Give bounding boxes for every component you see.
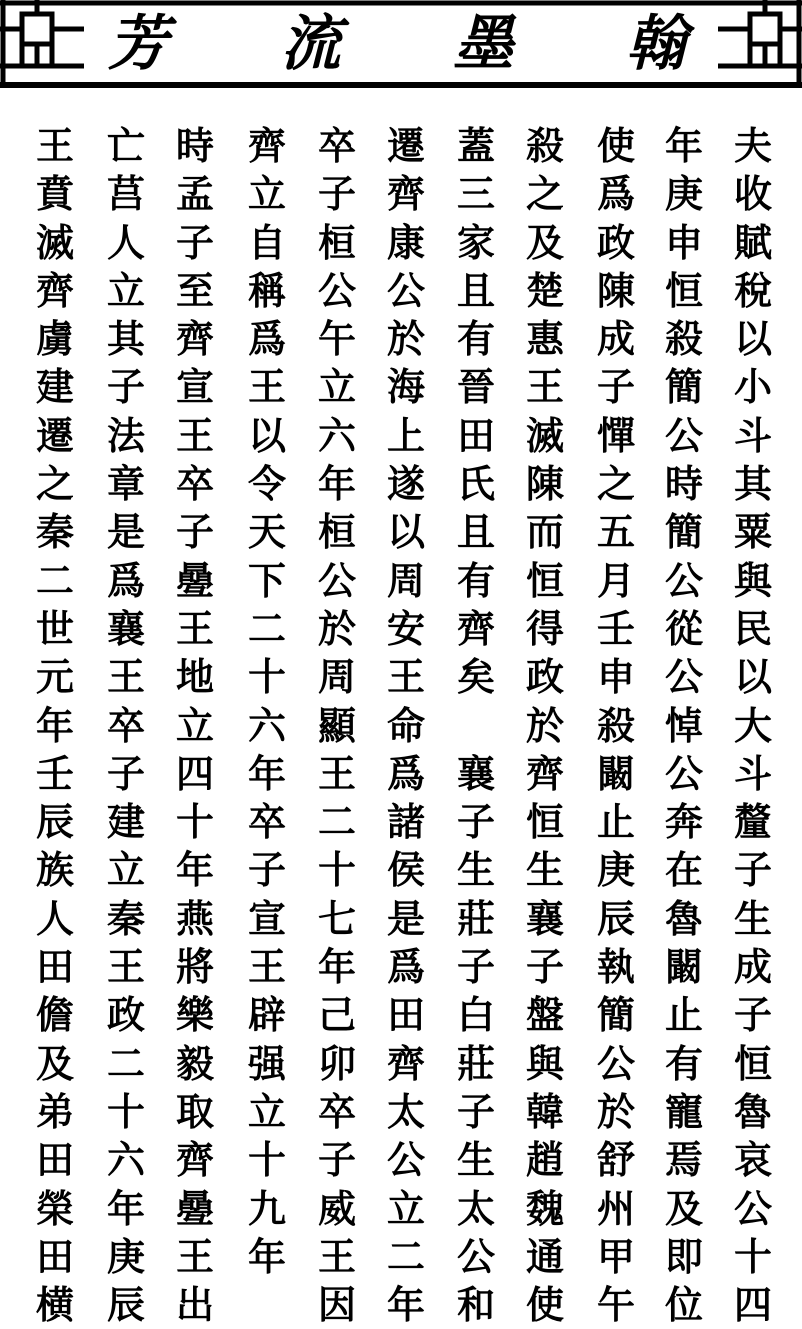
text-column-7 [307, 122, 367, 1329]
text-char: 秦 [106, 895, 145, 941]
text-char: 陳 [525, 461, 564, 507]
text-char: 子 [175, 219, 214, 265]
text-char: 之 [596, 461, 635, 507]
banner-title-char-2: 流 [280, 9, 341, 79]
text-char: 生 [525, 847, 564, 893]
text-char: 爲 [386, 944, 425, 990]
text-char: 立 [386, 1185, 425, 1231]
text-char: 虜 [35, 316, 74, 362]
text-char: 年 [247, 1233, 286, 1279]
text-char: 魯 [664, 895, 703, 941]
text-char: 及 [35, 1040, 74, 1086]
text-char: 己 [317, 992, 356, 1038]
text-char: 止 [664, 992, 703, 1038]
text-char: 爲 [106, 557, 145, 603]
text-char: 從 [664, 605, 703, 651]
text-char: 王 [175, 412, 214, 458]
text-char: 立 [317, 364, 356, 410]
text-char: 庚 [664, 171, 703, 217]
text-column-1 [723, 122, 783, 1329]
text-char: 和 [456, 1282, 495, 1328]
text-char: 於 [525, 702, 564, 748]
text-char: 法 [106, 412, 145, 458]
text-char: 十 [106, 1088, 145, 1134]
text-char: 闞 [664, 944, 703, 990]
text-char: 太 [386, 1088, 425, 1134]
text-char: 執 [596, 944, 635, 990]
text-char: 襄 [456, 750, 495, 796]
text-char: 十 [175, 799, 214, 845]
text-char: 成 [733, 944, 772, 990]
text-char: 辰 [35, 799, 74, 845]
text-char: 韓 [525, 1088, 564, 1134]
text-char: 悼 [664, 702, 703, 748]
text-char: 生 [456, 847, 495, 893]
text-char: 申 [596, 654, 635, 700]
text-column-2 [654, 122, 714, 1329]
header-banner [0, 0, 802, 92]
text-char: 子 [317, 1137, 356, 1183]
text-char: 民 [733, 605, 772, 651]
text-char: 殺 [596, 702, 635, 748]
text-char: 齊 [525, 750, 564, 796]
text-char: 立 [106, 847, 145, 893]
text-char: 在 [664, 847, 703, 893]
text-char: 小 [733, 364, 772, 410]
text-char: 莒 [106, 171, 145, 217]
text-char: 遷 [35, 412, 74, 458]
text-char: 卒 [247, 799, 286, 845]
text-char: 惠 [525, 316, 564, 362]
text-char: 是 [106, 509, 145, 555]
text-char: 公 [664, 557, 703, 603]
text-char: 晉 [456, 364, 495, 410]
text-char: 宣 [175, 364, 214, 410]
text-char: 與 [525, 1040, 564, 1086]
text-char: 孟 [175, 171, 214, 217]
text-char: 止 [596, 799, 635, 845]
text-char: 公 [664, 412, 703, 458]
text-char: 簡 [664, 364, 703, 410]
text-char: 哀 [733, 1137, 772, 1183]
text-char: 政 [596, 219, 635, 265]
text-char: 齊 [247, 123, 286, 168]
text-char: 是 [386, 895, 425, 941]
text-char: 立 [247, 171, 286, 217]
text-char: 於 [386, 316, 425, 362]
text-char: 政 [525, 654, 564, 700]
text-char: 康 [386, 219, 425, 265]
text-char: 㬪 [175, 557, 214, 603]
text-column-8 [237, 122, 297, 1281]
text-char: 令 [247, 461, 286, 507]
text-char: 有 [456, 557, 495, 603]
text-char: 王 [247, 364, 286, 410]
text-char: 建 [35, 364, 74, 410]
text-char: 斗 [733, 750, 772, 796]
text-char: 公 [386, 1137, 425, 1183]
text-char: 恒 [664, 267, 703, 313]
text-column-6 [376, 122, 436, 1329]
text-char: 以 [733, 316, 772, 362]
text-char: 年 [106, 1185, 145, 1231]
text-char: 王 [317, 1233, 356, 1279]
text-char: 爲 [596, 171, 635, 217]
text-char: 卒 [175, 461, 214, 507]
text-char: 樂 [175, 992, 214, 1038]
text-char: 寵 [664, 1088, 703, 1134]
text-char: 恒 [525, 799, 564, 845]
text-char: 四 [175, 750, 214, 796]
text-char: 年 [317, 944, 356, 990]
text-column-10 [96, 122, 156, 1329]
text-char: 田 [35, 944, 74, 990]
text-char: 出 [175, 1282, 214, 1328]
text-char: 粟 [733, 509, 772, 555]
text-char: 月 [596, 557, 635, 603]
text-char: 諸 [386, 799, 425, 845]
text-char: 周 [386, 557, 425, 603]
text-char: 㬪 [175, 1185, 214, 1231]
text-char: 將 [175, 944, 214, 990]
text-char: 趙 [525, 1137, 564, 1183]
text-char: 甲 [596, 1233, 635, 1279]
text-char: 十 [317, 847, 356, 893]
text-char: 殺 [664, 316, 703, 362]
text-char: 子 [106, 750, 145, 796]
text-char: 立 [175, 702, 214, 748]
text-char: 使 [596, 123, 635, 168]
text-char: 至 [175, 267, 214, 313]
text-char: 二 [247, 605, 286, 651]
text-char: 田 [456, 412, 495, 458]
text-char: 遂 [386, 461, 425, 507]
text-char: 取 [175, 1088, 214, 1134]
text-column-3 [586, 122, 646, 1329]
text-char: 以 [386, 509, 425, 555]
text-char: 有 [664, 1040, 703, 1086]
text-char: 卒 [317, 123, 356, 168]
left-corner-ornament [0, 0, 84, 66]
right-corner-ornament [718, 0, 802, 66]
text-char: 子 [175, 509, 214, 555]
text-char: 恒 [733, 1040, 772, 1086]
text-char: 且 [456, 509, 495, 555]
text-char: 王 [386, 654, 425, 700]
text-char: 十 [247, 654, 286, 700]
text-char: 恒 [525, 557, 564, 603]
text-char: 天 [247, 509, 286, 555]
text-char: 焉 [664, 1137, 703, 1183]
text-char: 卒 [317, 1088, 356, 1134]
text-char: 儋 [35, 992, 74, 1038]
text-char: 之 [35, 461, 74, 507]
text-char: 燕 [175, 895, 214, 941]
text-column-5 [446, 122, 506, 1329]
text-char: 桓 [317, 219, 356, 265]
text-char: 榮 [35, 1185, 74, 1231]
text-char: 壬 [596, 605, 635, 651]
text-char: 弟 [35, 1088, 74, 1134]
text-column-4 [515, 122, 575, 1329]
text-char: 爲 [247, 316, 286, 362]
text-char: 七 [317, 895, 356, 941]
text-char: 闞 [596, 750, 635, 796]
text-char: 年 [247, 750, 286, 796]
text-char: 年 [664, 123, 703, 168]
text-char: 午 [317, 316, 356, 362]
text-char: 位 [664, 1282, 703, 1328]
text-char: 卒 [106, 702, 145, 748]
text-char: 子 [733, 992, 772, 1038]
text-char: 庚 [106, 1233, 145, 1279]
text-char: 子 [456, 799, 495, 845]
text-char: 王 [175, 1233, 214, 1279]
text-char: 横 [35, 1282, 74, 1328]
text-char: 族 [35, 847, 74, 893]
text-char: 公 [317, 267, 356, 313]
text-char: 政 [106, 992, 145, 1038]
text-char: 安 [386, 605, 425, 651]
text-char: 即 [664, 1233, 703, 1279]
text-char: 魯 [733, 1088, 772, 1134]
text-char: 夫 [733, 123, 772, 168]
text-char: 侯 [386, 847, 425, 893]
banner-title-char-1: 芳 [108, 9, 168, 79]
text-char: 成 [596, 316, 635, 362]
text-char: 賁 [35, 171, 74, 217]
text-char: 宣 [247, 895, 286, 941]
text-char: 簡 [664, 509, 703, 555]
text-char: 六 [106, 1137, 145, 1183]
text-char: 滅 [525, 412, 564, 458]
text-char: 秦 [35, 509, 74, 555]
banner-title-char-3: 墨 [453, 9, 514, 79]
text-char: 得 [525, 605, 564, 651]
text-char: 六 [247, 702, 286, 748]
text-char: 時 [175, 123, 214, 168]
text-char: 二 [106, 1040, 145, 1086]
text-char: 子 [317, 171, 356, 217]
text-char: 年 [175, 847, 214, 893]
text-char: 生 [456, 1137, 495, 1183]
text-char: 周 [317, 654, 356, 700]
text-column-9 [165, 122, 225, 1329]
text-body [0, 122, 802, 1328]
text-char: 十 [247, 1137, 286, 1183]
text-char: 爲 [386, 750, 425, 796]
text-char: 莊 [456, 895, 495, 941]
text-char: 下 [247, 557, 286, 603]
text-char: 辰 [596, 895, 635, 941]
text-char: 稱 [247, 267, 286, 313]
text-char: 且 [456, 267, 495, 313]
text-char: 釐 [733, 799, 772, 845]
text-char: 生 [733, 895, 772, 941]
text-char: 滅 [35, 219, 74, 265]
text-char: 齊 [175, 1137, 214, 1183]
text-char: 地 [175, 654, 214, 700]
text-char: 時 [664, 461, 703, 507]
text-char: 奔 [664, 799, 703, 845]
text-char: 公 [386, 267, 425, 313]
text-char: 子 [106, 364, 145, 410]
text-char: 齊 [386, 1040, 425, 1086]
text-char: 庚 [596, 847, 635, 893]
text-char: 子 [247, 847, 286, 893]
text-char: 自 [247, 219, 286, 265]
text-char: 王 [525, 364, 564, 410]
text-char: 王 [175, 605, 214, 651]
text-char: 通 [525, 1233, 564, 1279]
banner-title [80, 4, 722, 84]
text-char: 九 [247, 1185, 286, 1231]
text-char: 二 [35, 557, 74, 603]
text-char: 於 [596, 1088, 635, 1134]
text-char: 年 [317, 461, 356, 507]
text-char: 世 [35, 605, 74, 651]
text-char: 及 [525, 219, 564, 265]
text-char: 陳 [596, 267, 635, 313]
text-char: 三 [456, 171, 495, 217]
text-char: 桓 [317, 509, 356, 555]
text-char: 齊 [456, 605, 495, 651]
text-char: 殺 [525, 123, 564, 168]
text-char: 簡 [596, 992, 635, 1038]
text-char: 襄 [106, 605, 145, 651]
text-char: 公 [456, 1233, 495, 1279]
text-char: 午 [596, 1282, 635, 1328]
text-char: 楚 [525, 267, 564, 313]
text-char: 二 [386, 1233, 425, 1279]
text-char: 立 [247, 1088, 286, 1134]
text-char: 襄 [525, 895, 564, 941]
text-char: 亡 [106, 123, 145, 168]
text-char: 斗 [733, 412, 772, 458]
text-char: 人 [35, 895, 74, 941]
text-char: 毅 [175, 1040, 214, 1086]
text-char: 收 [733, 171, 772, 217]
text-char: 章 [106, 461, 145, 507]
text-char: 年 [386, 1282, 425, 1328]
text-char: 公 [733, 1185, 772, 1231]
text-char: 齊 [35, 267, 74, 313]
text-char: 公 [317, 557, 356, 603]
text-char: 申 [664, 219, 703, 265]
text-char: 上 [386, 412, 425, 458]
text-char: 公 [664, 750, 703, 796]
text-char: 蓋 [456, 123, 495, 168]
text-char: 與 [733, 557, 772, 603]
text-char: 大 [733, 702, 772, 748]
text-char: 賦 [733, 219, 772, 265]
text-char: 州 [596, 1185, 635, 1231]
text-char: 有 [456, 316, 495, 362]
text-char: 元 [35, 654, 74, 700]
text-char: 子 [525, 944, 564, 990]
text-char: 齊 [175, 316, 214, 362]
text-char: 太 [456, 1185, 495, 1231]
text-char: 年 [35, 702, 74, 748]
text-char: 五 [596, 509, 635, 555]
text-char: 其 [733, 461, 772, 507]
text-char: 卯 [317, 1040, 356, 1086]
text-char: 及 [664, 1185, 703, 1231]
text-char: 而 [525, 509, 564, 555]
text-char: 王 [317, 750, 356, 796]
text-char: 田 [386, 992, 425, 1038]
text-char: 顯 [317, 702, 356, 748]
text-char: 壬 [35, 750, 74, 796]
text-char: 强 [247, 1040, 286, 1086]
text-char: 舒 [596, 1137, 635, 1183]
text-char: 王 [106, 944, 145, 990]
text-column-11 [25, 122, 85, 1329]
text-char: 辰 [106, 1282, 145, 1328]
text-char: 白 [456, 992, 495, 1038]
text-char: 莊 [456, 1040, 495, 1086]
text-char: 遷 [386, 123, 425, 168]
text-char: 因 [317, 1282, 356, 1328]
text-char: 以 [247, 412, 286, 458]
text-char: 建 [106, 799, 145, 845]
text-char: 辟 [247, 992, 286, 1038]
text-char: 子 [456, 1088, 495, 1134]
text-char: 王 [106, 654, 145, 700]
text-char: 王 [35, 123, 74, 168]
text-char: 人 [106, 219, 145, 265]
text-char: 海 [386, 364, 425, 410]
text-char: 王 [247, 944, 286, 990]
text-char: 齊 [386, 171, 425, 217]
text-char: 使 [525, 1282, 564, 1328]
text-char: 公 [664, 654, 703, 700]
text-char: 矣 [456, 654, 495, 700]
text-char: 憚 [596, 412, 635, 458]
text-char: 田 [35, 1137, 74, 1183]
text-char: 魏 [525, 1185, 564, 1231]
text-char: 四 [733, 1282, 772, 1328]
text-char: 子 [596, 364, 635, 410]
text-char: 子 [456, 944, 495, 990]
text-char: 家 [456, 219, 495, 265]
text-char: 公 [596, 1040, 635, 1086]
banner-title-char-4: 翰 [625, 9, 686, 79]
text-char: 之 [525, 171, 564, 217]
text-char: 立 [106, 267, 145, 313]
text-char: 氏 [456, 461, 495, 507]
text-char: 命 [386, 702, 425, 748]
text-char: 二 [317, 799, 356, 845]
text-char: 以 [733, 654, 772, 700]
text-char: 威 [317, 1185, 356, 1231]
text-char: 田 [35, 1233, 74, 1279]
text-char: 盤 [525, 992, 564, 1038]
text-char: 子 [733, 847, 772, 893]
text-char: 稅 [733, 267, 772, 313]
text-char: 於 [317, 605, 356, 651]
text-char: 十 [733, 1233, 772, 1279]
text-char: 六 [317, 412, 356, 458]
text-char: 其 [106, 316, 145, 362]
column-gap [446, 702, 506, 750]
